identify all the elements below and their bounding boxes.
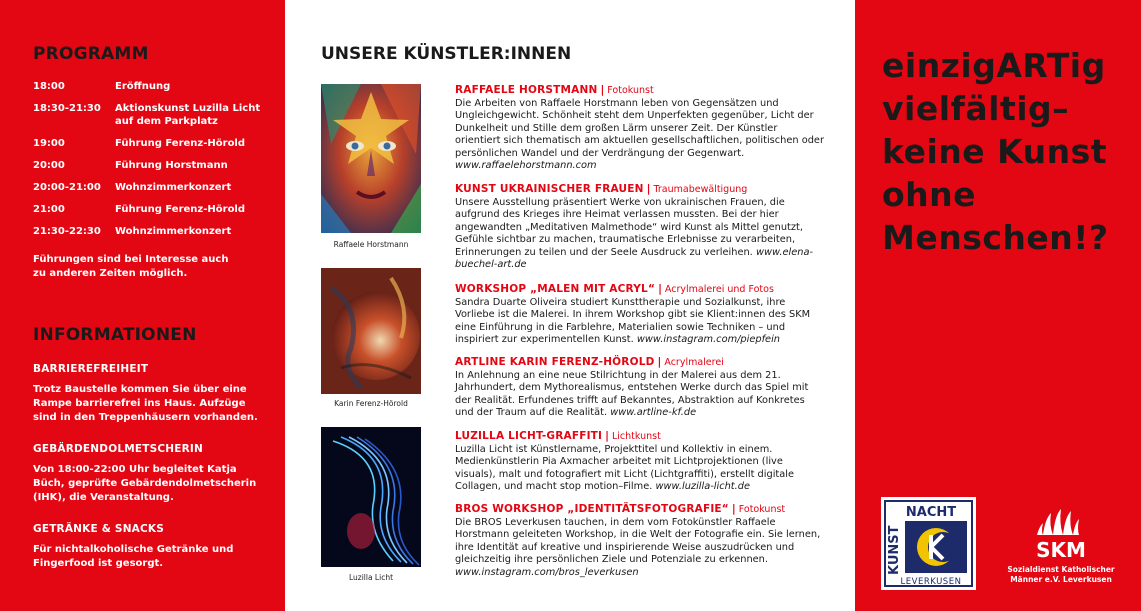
skm-line1: Sozialdienst Katholischer — [1007, 565, 1115, 574]
divider: | — [646, 183, 651, 195]
artist-category: Acrylmalerei und Fotos — [664, 284, 774, 295]
program-time: 18:30-21:30 — [33, 103, 101, 114]
artist-entry — [455, 83, 825, 172]
artist-entry — [455, 182, 825, 271]
slogan-line: einzigARTig — [882, 46, 1106, 85]
artist-category: Fotokunst — [738, 504, 786, 515]
artwork-light-graffiti-image — [321, 427, 421, 567]
program-time: 20:00 — [33, 160, 65, 171]
middle-panel — [285, 0, 855, 611]
divider: | — [658, 283, 662, 295]
slogan-line: ohne — [882, 175, 977, 214]
skm-flame-icon — [1037, 509, 1079, 535]
artist-text: Unsere Ausstellung präsentiert Werke von ukrainischen Frauen, die aufgrund des Krieges ihre Heimat verlassen mussten. Bei der hier angewandten „Meditativen Malmethode“ wird Kunst als Mittel genutzt, Gefühle sichtbar zu machen, traumatische Erlebnisse zu verarbeiten, Erinnerungen zu teilen und der Seele Ausdruck zu verleihen. — [455, 197, 803, 258]
artist-name: WORKSHOP „MALEN MIT ACRYL“ — [455, 283, 656, 295]
program-event: Wohnzimmerkonzert — [115, 226, 232, 237]
info-title: INFORMATIONEN — [33, 325, 197, 345]
program-event: Aktionskunst Luzilla Licht auf dem Parkplatz — [115, 103, 261, 127]
artist-text: In Anlehnung an eine neue Stilrichtung in der Malerei aus dem 21. Jahrhundert, dem Mythorealismus, entstehen Werke durch das Spiel mit der Realität. Erfundenes trifft auf Bekanntes, Abstraktion auf Konkretes und der Traum auf die Realität. — [455, 370, 809, 419]
program-event: Wohnzimmerkonzert — [115, 182, 232, 193]
artists-title: UNSERE KÜNSTLER:INNEN — [321, 44, 572, 64]
program-table — [33, 80, 265, 247]
program-row — [33, 137, 265, 159]
artist-category: Lichtkunst — [612, 431, 661, 442]
slogan — [882, 44, 1108, 259]
artist-name: LUZILLA LICHT-GRAFFITI — [455, 430, 603, 442]
artwork-acrylic-image — [321, 268, 421, 394]
artist-url[interactable]: www.elena-buechel-art.de — [455, 246, 813, 271]
info-text-drinks: Für nichtalkoholische Getränke und Fingerfood ist gesorgt. — [33, 544, 234, 569]
program-event: Führung Horstmann — [115, 160, 228, 171]
program-time: 18:00 — [33, 81, 65, 92]
artist-url[interactable]: www.raffaelehorstmann.com — [455, 160, 597, 172]
info-text-accessibility: Trotz Baustelle kommen Sie über eine Rampe barrierefrei ins Haus. Aufzüge sind in den Treppenhäusern vorhanden. — [33, 384, 258, 423]
program-time: 21:30-22:30 — [33, 226, 101, 237]
program-row — [33, 102, 265, 137]
artist-name: BROS WORKSHOP „IDENTITÄTSFOTOGRAFIE“ — [455, 503, 729, 515]
left-panel — [0, 0, 285, 611]
program-note: Führungen sind bei Interesse auch zu anderen Zeiten möglich. — [33, 254, 229, 279]
program-row — [33, 181, 265, 203]
info-heading-drinks: GETRÄNKE & SNACKS — [33, 523, 165, 535]
program-time: 19:00 — [33, 138, 65, 149]
artist-url[interactable]: www.luzilla-licht.de — [655, 481, 751, 493]
program-title: PROGRAMM — [33, 44, 149, 64]
divider: | — [605, 430, 609, 442]
artwork-face-image — [321, 84, 421, 233]
program-event: Führung Ferenz-Hörold — [115, 204, 246, 215]
program-row — [33, 159, 265, 181]
divider: | — [731, 503, 736, 515]
program-row — [33, 203, 265, 225]
artist-text: Die BROS Leverkusen tauchen, in dem vom Fotokünstler Raffaele Horstmann geleiteten Workshop, in die Welt der Fotografie ein. Sie lernen, ihre Identität auf kreative und inspirierende Weise auszudrücken und gleichzeitig ihre persönlichen Ziele und Potenziale zu erkennen. — [455, 517, 821, 566]
skm-line2: Männer e.V. Leverkusen — [1010, 575, 1112, 584]
logo-text-side: KUNST — [887, 525, 902, 575]
program-time: 21:00 — [33, 204, 65, 215]
image-caption: Luzilla Licht — [348, 573, 394, 582]
logo-text-top: NACHT — [905, 505, 957, 520]
artist-url[interactable]: www.instagram.com/bros_leverkusen — [455, 566, 639, 578]
artist-name: RAFFAELE HORSTMANN — [455, 84, 598, 96]
slogan-line: Menschen!? — [882, 218, 1109, 257]
program-event: Führung Ferenz-Hörold — [115, 138, 246, 149]
info-heading-accessibility: BARRIEREFREIHEIT — [33, 363, 149, 375]
program-row — [33, 225, 265, 247]
info-heading-sign-language: GEBÄRDENDOLMETSCHERIN — [33, 443, 204, 455]
artist-name: KUNST UKRAINISCHER FRAUEN — [455, 183, 644, 195]
artist-entry — [455, 282, 825, 347]
artist-entry — [455, 502, 825, 579]
slogan-line: vielfältig– — [882, 89, 1070, 128]
logo-text-bottom: LEVERKUSEN — [900, 577, 962, 587]
artist-category: Acrylmalerei — [664, 357, 724, 368]
artist-name: ARTLINE KARIN FERENZ-HÖROLD — [455, 356, 655, 368]
artist-entry — [455, 355, 825, 420]
artist-url[interactable]: www.artline-kf.de — [610, 407, 697, 419]
skm-logo — [1001, 505, 1121, 590]
artist-text: Sandra Duarte Oliveira studiert Kunsttherapie und Sozialkunst, ihre Vorliebe ist die Malerei. In ihrem Workshop gibt sie Klient:innen des SKM eine Einführung in die Farblehre, Materialien sowie Techniken – und inspiriert zur experimentellen Kunst. — [455, 297, 811, 346]
artist-category: Traumabewältigung — [653, 184, 748, 195]
program-time: 20:00-21:00 — [33, 182, 101, 193]
artist-category: Fotokunst — [607, 85, 654, 96]
program-event: Eröffnung — [115, 81, 171, 92]
kunstnacht-logo — [881, 497, 976, 590]
slogan-line: keine Kunst — [882, 132, 1108, 171]
artist-url[interactable]: www.instagram.com/piepfein — [636, 334, 781, 346]
info-text-sign-language: Von 18:00-22:00 Uhr begleitet Katja Büch, geprüfte Gebärdendolmetscherin (IHK), die Veranstaltung. — [33, 464, 257, 503]
artist-text: Luzilla Licht ist Künstlername, Projekttitel und Kollektiv in einem. Medienkünstlerin Pia Axmacher arbeitet mit Lichtprojektionen (live visuals), malt und fotografiert mit Licht (Lichtgraffiti), erstellt digitale Collagen, und macht stop motion–Filme. — [455, 444, 795, 493]
image-caption: Karin Ferenz-Hörold — [334, 399, 408, 408]
image-caption: Raffaele Horstmann — [333, 240, 409, 249]
divider: | — [657, 356, 662, 368]
artist-entry — [455, 429, 825, 494]
divider: | — [600, 84, 605, 96]
program-row — [33, 80, 265, 102]
artist-text: Die Arbeiten von Raffaele Horstmann leben von Gegensätzen und Ungleichgewicht. Schönheit steht dem Unperfekten gegenüber, Licht der Dunkelheit und Stille dem großen Lärm unserer Zeit. Der Künstler orientiert sich thematisch am aktuellen gesellschaftlichen, politischen oder persönlichen Wandel und der Verdrängung der Gegenwart. — [455, 98, 824, 159]
right-panel — [855, 0, 1141, 611]
skm-name: SKM — [1036, 538, 1086, 562]
